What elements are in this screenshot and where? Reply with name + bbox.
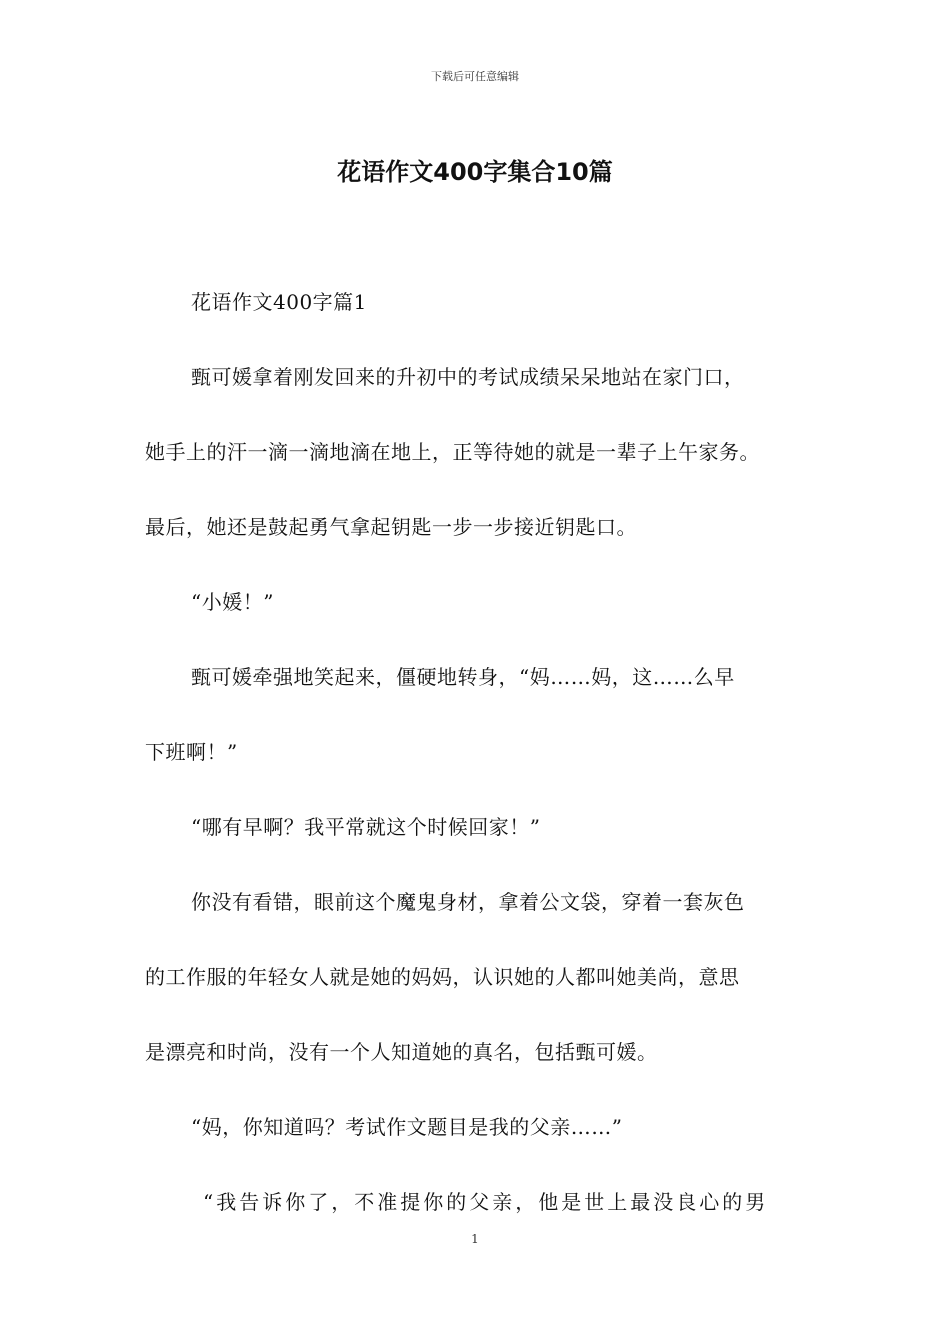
paragraph-line: “小媛！” xyxy=(191,590,274,614)
header-note: 下载后可任意编辑 xyxy=(431,70,519,83)
document-title: 花语作文400字集合10篇 xyxy=(337,158,613,186)
paragraph-line: 最后，她还是鼓起勇气拿起钥匙一步一步接近钥匙口。 xyxy=(145,515,637,539)
paragraph-line: “哪有早啊？我平常就这个时候回家！” xyxy=(191,815,541,839)
page-number: 1 xyxy=(471,1232,479,1246)
paragraph-line: 是漂亮和时尚，没有一个人知道她的真名，包括甄可媛。 xyxy=(145,1040,658,1064)
paragraph-line: “我告诉你了，不准提你的父亲，他是世上最没良心的男 xyxy=(203,1190,769,1214)
paragraph-line: 你没有看错，眼前这个魔鬼身材，拿着公文袋，穿着一套灰色 xyxy=(191,890,745,914)
paragraph-line: 下班啊！” xyxy=(145,740,238,764)
paragraph-line: 的工作服的年轻女人就是她的妈妈，认识她的人都叫她美尚，意思 xyxy=(145,965,740,989)
paragraph-line: 甄可媛拿着刚发回来的升初中的考试成绩呆呆地站在家门口， xyxy=(191,365,745,389)
paragraph-line: 她手上的汗一滴一滴地滴在地上，正等待她的就是一辈子上午家务。 xyxy=(145,440,760,464)
paragraph-line: 甄可媛牵强地笑起来，僵硬地转身，“妈……妈，这……么早 xyxy=(191,665,735,689)
paragraph-line: “妈，你知道吗？考试作文题目是我的父亲……” xyxy=(191,1115,623,1139)
section-heading: 花语作文400字篇1 xyxy=(191,290,367,314)
body-text xyxy=(145,282,825,1257)
